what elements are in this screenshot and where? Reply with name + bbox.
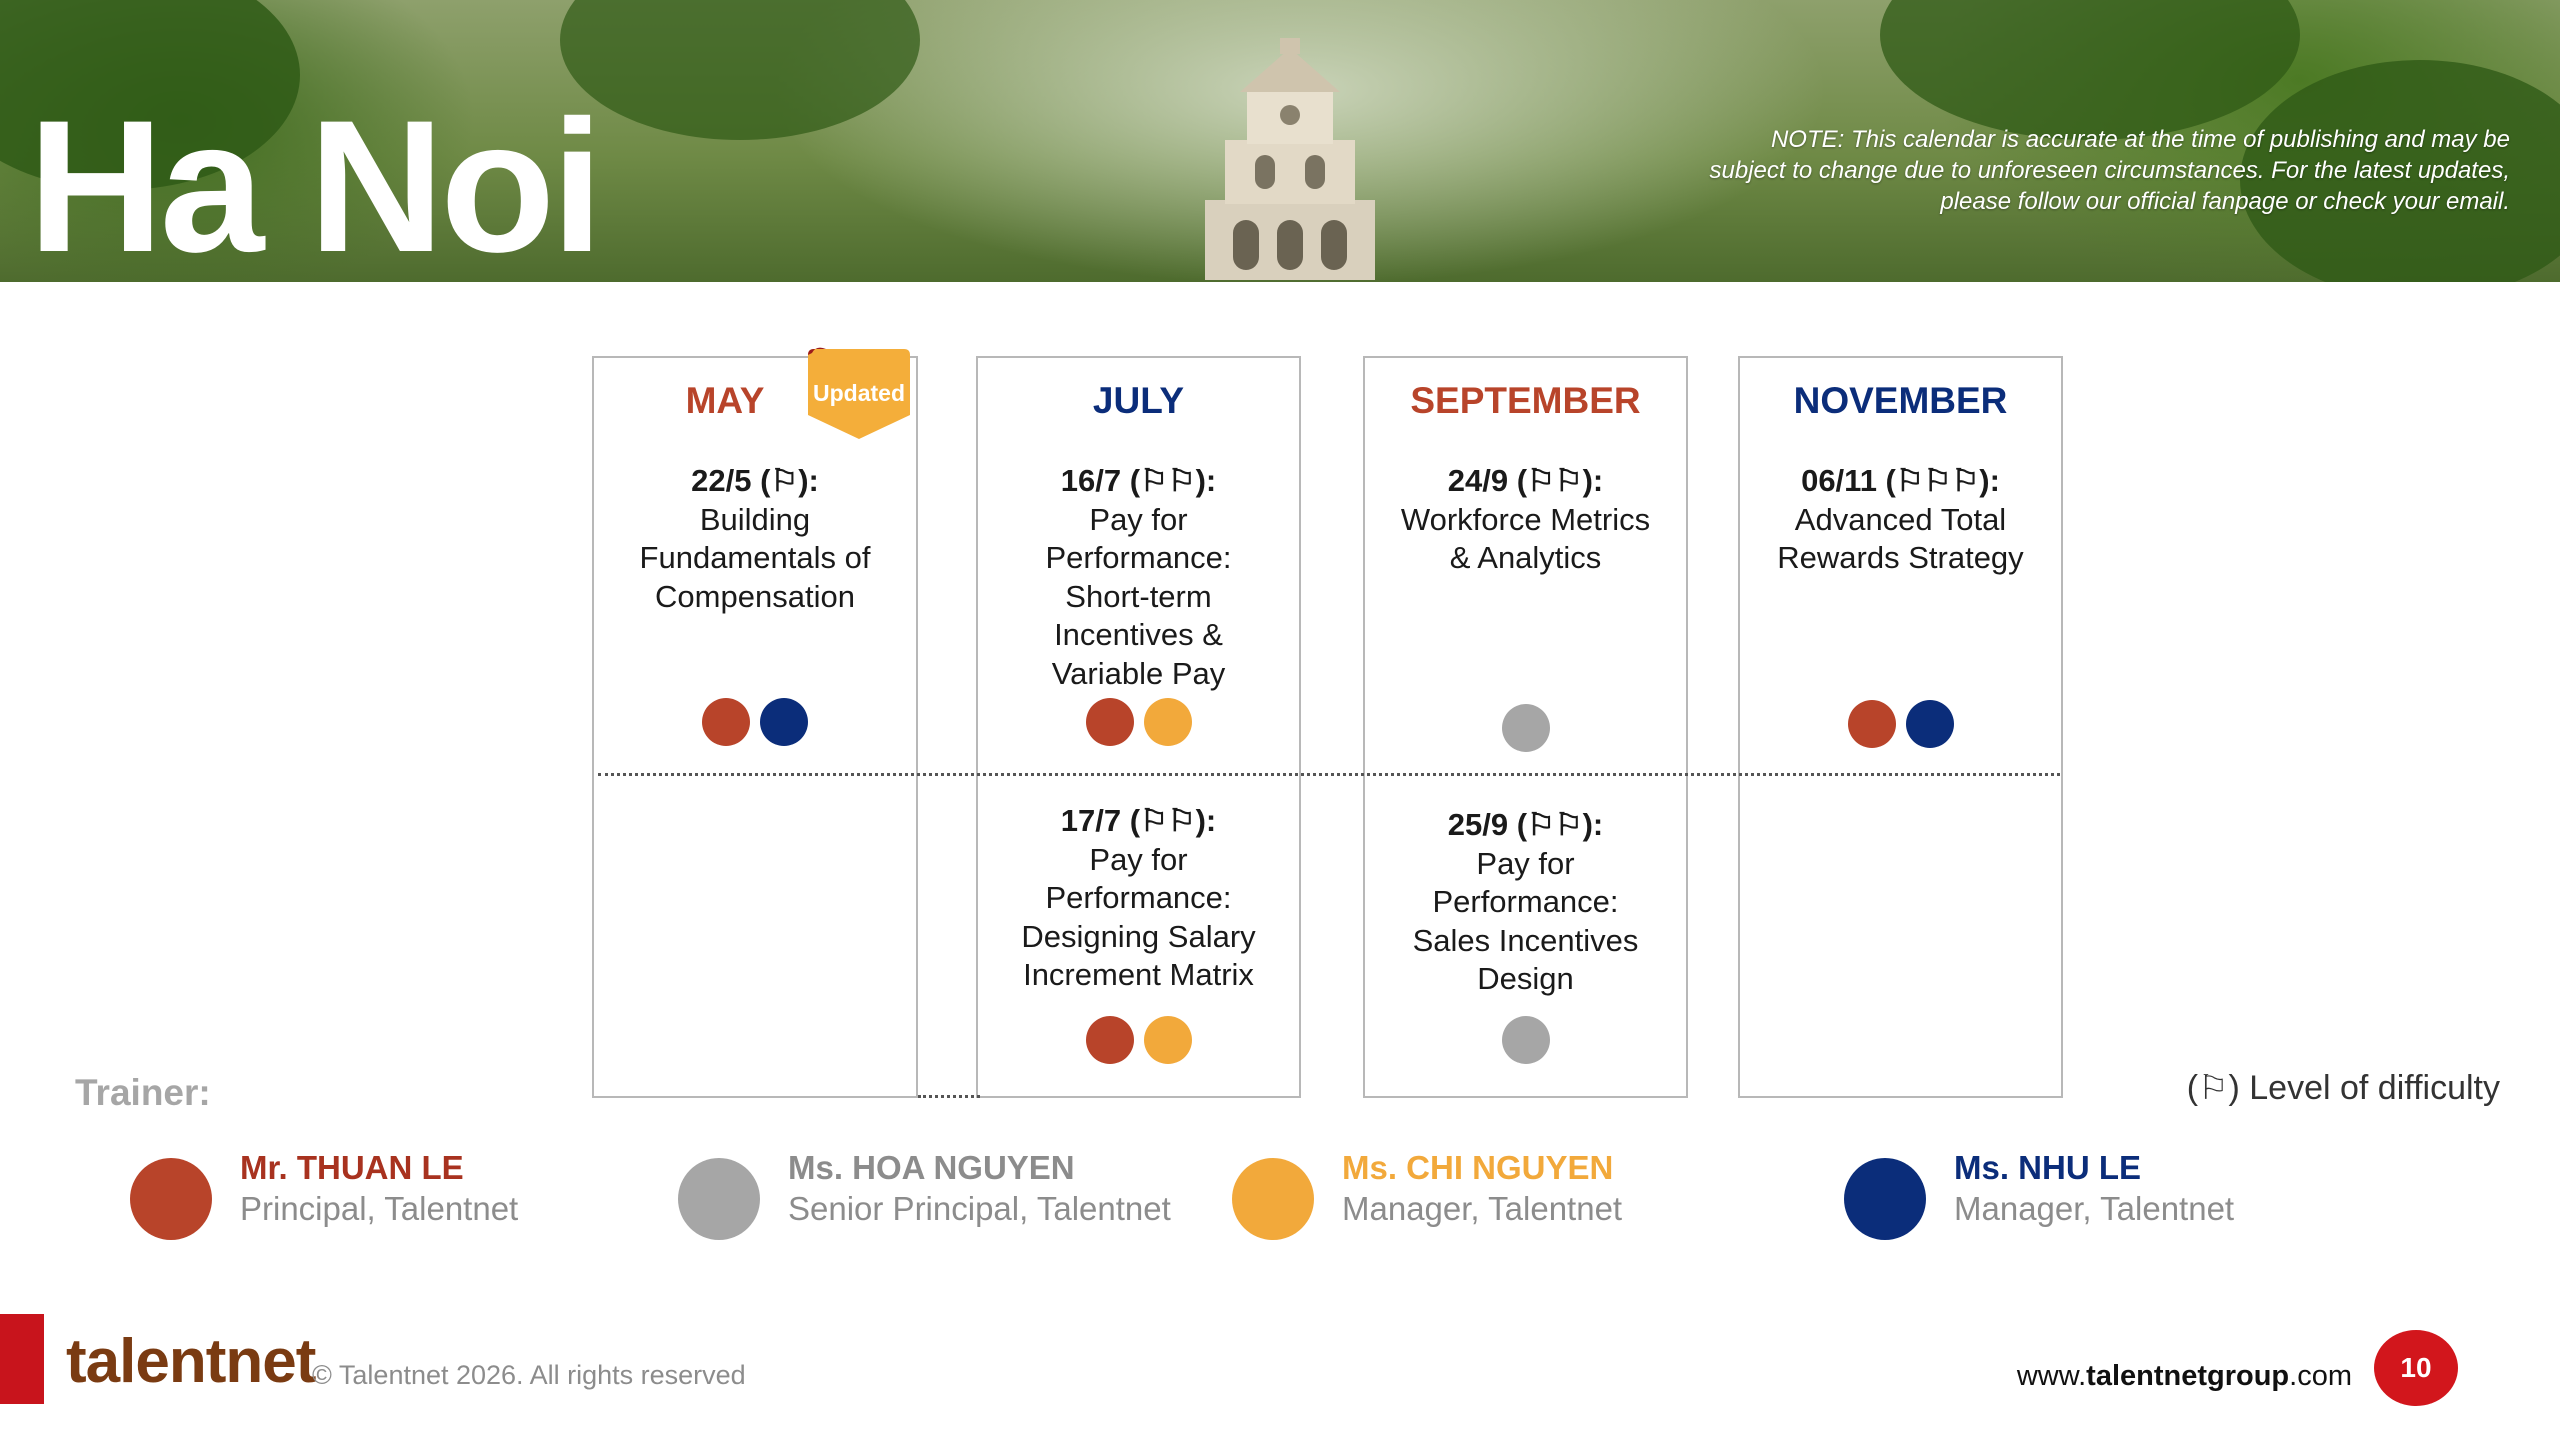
trainer-dot-hoa <box>1502 704 1550 752</box>
foliage-decoration <box>1880 0 2300 140</box>
session-title-line: & Analytics <box>1449 540 1602 575</box>
trainer-nhu-le <box>1844 1148 2234 1240</box>
session-title-line: Workforce Metrics <box>1400 501 1651 537</box>
trainer-name: Ms. HOA NGUYEN <box>788 1149 1075 1186</box>
trainer-dots <box>1740 700 2061 748</box>
session-title-line: Performance: <box>1045 880 1232 915</box>
trainer-heading: Trainer: <box>75 1072 211 1113</box>
month-title: MAY <box>685 380 765 421</box>
trainer-dots <box>1365 1016 1686 1064</box>
website-suffix: .com <box>2289 1360 2352 1392</box>
trainer-dot-hoa <box>1502 1016 1550 1064</box>
updated-badge-label: Updated <box>813 380 905 406</box>
course-session[interactable] <box>1365 462 1686 578</box>
course-session[interactable] <box>978 462 1299 693</box>
session-title-line: Design <box>1477 961 1574 996</box>
month-column-november <box>1738 356 2063 1098</box>
trainer-dot-chi <box>1144 698 1192 746</box>
session-title-line: Sales Incentives <box>1412 922 1639 958</box>
session-title-line: Performance: <box>1432 884 1619 919</box>
trainer-role: Manager, Talentnet <box>1954 1190 2235 1227</box>
website-domain: talentnetgroup <box>2086 1360 2290 1392</box>
session-date: 16/7 (⚐⚐): <box>1060 463 1217 498</box>
trainer-name: Ms. NHU LE <box>1954 1149 2142 1186</box>
session-title-line: Pay for <box>1089 841 1188 877</box>
trainer-color-dot <box>1232 1158 1314 1240</box>
course-session[interactable] <box>594 462 916 616</box>
session-title-line: Advanced Total <box>1794 501 2007 537</box>
hero-banner <box>0 0 2560 282</box>
trainer-thuan-le <box>130 1148 518 1240</box>
trainer-dot-chi <box>1144 1016 1192 1064</box>
course-session[interactable] <box>1740 462 2061 578</box>
session-date: 17/7 (⚐⚐): <box>1060 803 1217 838</box>
session-divider-extension <box>918 1095 980 1098</box>
session-title-line: Performance: <box>1045 540 1232 575</box>
month-title: JULY <box>1092 380 1185 421</box>
session-title-line: Designing Salary <box>1021 918 1256 954</box>
month-title: NOVEMBER <box>1793 380 2008 421</box>
course-session[interactable] <box>1365 806 1686 999</box>
trainer-role: Manager, Talentnet <box>1342 1190 1623 1227</box>
trainer-dots <box>978 1016 1299 1064</box>
trainer-dot-thuan <box>1086 1016 1134 1064</box>
session-date: 22/5 (⚐): <box>691 463 819 498</box>
city-title: Ha Noi <box>28 81 600 282</box>
trainer-dots <box>594 698 916 746</box>
turtle-tower-illustration <box>1185 30 1395 280</box>
session-title-line: Rewards Strategy <box>1777 540 2024 575</box>
footer-accent-bar <box>0 1314 44 1404</box>
trainer-dot-nhu <box>1906 700 1954 748</box>
trainer-name: Ms. CHI NGUYEN <box>1342 1149 1614 1186</box>
trainer-chi-nguyen <box>1232 1148 1622 1240</box>
session-title-line: Fundamentals of <box>639 540 871 575</box>
copyright-text: © Talentnet 2026. All rights reserved <box>312 1360 746 1390</box>
session-title-line: Increment Matrix <box>1023 957 1254 992</box>
session-date: 25/9 (⚐⚐): <box>1447 807 1604 842</box>
trainer-hoa-nguyen <box>678 1148 1171 1240</box>
trainer-color-dot <box>130 1158 212 1240</box>
session-title-line: Compensation <box>655 578 855 614</box>
session-title-line: Pay for <box>1476 845 1575 881</box>
trainer-role: Senior Principal, Talentnet <box>788 1190 1171 1227</box>
trainer-color-dot <box>678 1158 760 1240</box>
trainer-name: Mr. THUAN LE <box>240 1149 464 1186</box>
session-title-line: Short-term <box>1065 578 1212 614</box>
session-title-line: Building <box>699 501 811 537</box>
month-column-may <box>592 356 918 1098</box>
trainer-color-dot <box>1844 1158 1926 1240</box>
month-title: SEPTEMBER <box>1410 380 1641 421</box>
page-number: 10 <box>2374 1330 2458 1406</box>
trainer-dot-thuan <box>1086 698 1134 746</box>
session-date: 06/11 (⚐⚐⚐): <box>1801 463 2000 498</box>
session-title-line: Pay for <box>1089 501 1188 537</box>
session-title-line: Incentives & <box>1054 617 1223 652</box>
trainer-dots <box>978 698 1299 746</box>
session-divider <box>598 773 2060 776</box>
difficulty-legend: (⚐) Level of difficulty <box>2186 1069 2500 1107</box>
month-column-july <box>976 356 1301 1098</box>
course-session[interactable] <box>978 802 1299 995</box>
publishing-note: NOTE: This calendar is accurate at the time of publishing and may be subject to change due to unforeseen circumstances. For the latest updates, please follow our official fanpage or check your email. <box>1709 126 2510 215</box>
trainer-dot-thuan <box>702 698 750 746</box>
trainer-dot-nhu <box>760 698 808 746</box>
website-link[interactable] <box>2017 1360 2352 1393</box>
session-date: 24/9 (⚐⚐): <box>1447 463 1604 498</box>
talentnet-logo: talentnet <box>66 1327 316 1396</box>
trainer-role: Principal, Talentnet <box>240 1190 519 1227</box>
website-prefix: www. <box>2016 1360 2087 1392</box>
trainer-dot-thuan <box>1848 700 1896 748</box>
month-column-september <box>1363 356 1688 1098</box>
session-title-line: Variable Pay <box>1051 655 1226 691</box>
trainer-dots <box>1365 704 1686 752</box>
foliage-decoration <box>560 0 920 140</box>
